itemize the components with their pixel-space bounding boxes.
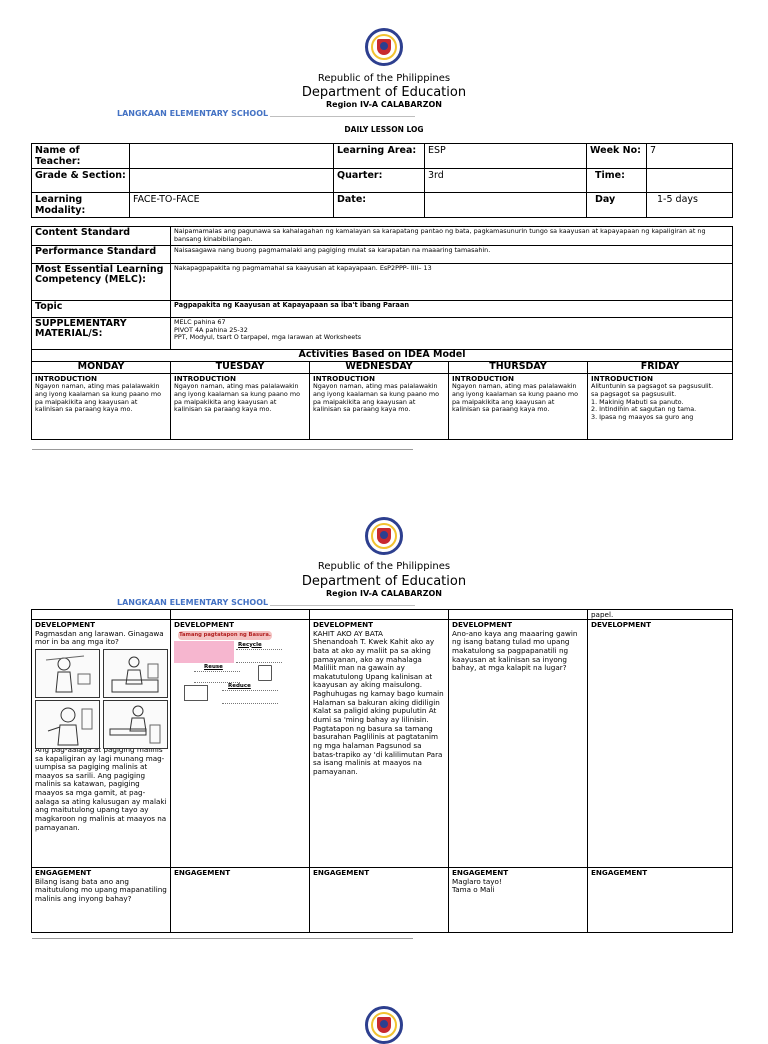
cont-cell [171,610,310,620]
waste-disposal-poster [174,631,284,707]
page-divider [32,449,413,450]
friday-line: Alituntunin sa pagsagot sa pagsusulit. [591,382,714,391]
day-label: Day [587,193,647,218]
eng-wednesday [310,868,449,933]
day-header-tuesday: TUESDAY [171,362,310,374]
intro-monday [32,374,171,440]
friday-continuation: papel. [588,610,733,620]
poster-fine-text [236,649,282,663]
department-label: Department of Education [301,85,467,100]
intro-text: Ngayon naman, ating mas palalawakin ang iyong kaalaman sa kung paano mo pa maipakikita ang kaayusan at kalinisan sa paraang kaya mo. [35,382,161,414]
supplementary-value [171,318,733,350]
quarter-value: 3rd [425,169,587,193]
topic-value: Pagpapakita ng Kaayusan at Kapayapaan sa iba't ibang Paraan [171,301,733,318]
eng-label: ENGAGEMENT [35,868,92,877]
friday-line: 3. Ipasa ng maayos sa guro ang [591,412,694,421]
intro-text: Ngayon naman, ating mas palalawakin ang iyong kaalaman sa kung paano mo pa maipakikita ang kaayusan at kalinisan sa paraang kaya mo. [452,382,578,414]
info-table [31,143,733,218]
dev-friday [588,620,733,868]
eng-label: ENGAGEMENT [591,868,648,877]
eng-monday [32,868,171,933]
intro-thursday [449,374,588,440]
eng-tuesday [171,868,310,933]
intro-label: INTRODUCTION [591,374,654,383]
eng-thursday-line: Tama o Mali [452,885,495,895]
region-label: Region IV-A CALABARZON [325,100,442,109]
dev-wednesday [310,620,449,868]
school-name: LANGKAAN ELEMENTARY SCHOOL [117,598,269,607]
intro-label: INTRODUCTION [174,374,237,383]
region-label: Region IV-A CALABARZON [325,589,442,598]
supplementary-line: PPT, Modyul, tsart O tarpapel, mga larawan at Worksheets [174,333,362,342]
recycle-label: Recycle [238,641,262,648]
modality-value: FACE-TO-FACE [130,193,334,218]
day-header-monday: MONDAY [32,362,171,374]
dev-monday-pictures [35,649,166,746]
dev-label: DEVELOPMENT [174,620,235,629]
cont-cell [449,610,588,620]
eng-friday [588,868,733,933]
modality-label: Learning Modality: [32,193,130,218]
intro-label: INTRODUCTION [313,374,376,383]
dev-thursday-text: Ano-ano kaya ang maaaring gawin ng isang batang tulad mo upang makatulong sa pagpapanatili ng kaayusan at kalinisan sa inyong bahay, at mga kalapit na lugar? [452,628,578,673]
topic-label: Topic [32,301,171,318]
dev-label: DEVELOPMENT [452,620,513,629]
content-standard-label: Content Standard [32,227,171,246]
republic-label: Republic of the Philippines [317,73,451,84]
eng-label: ENGAGEMENT [452,868,509,877]
school-name: LANGKAAN ELEMENTARY SCHOOL [117,109,269,118]
supplementary-line: PIVOT 4A pahina 25-32 [174,325,248,334]
eng-label: ENGAGEMENT [313,868,370,877]
intro-tuesday [171,374,310,440]
melc-value: Nakapagpapakita ng pagmamahal sa kaayusan at kapayapaan. EsP2PPP- IIIi– 13 [171,264,733,301]
grade-value [130,169,334,193]
republic-label: Republic of the Philippines [317,561,451,572]
dev-monday [32,620,171,868]
content-standard-value: Naipamamalas ang pagunawa sa kahalagahan ng kamalayan sa karapatang pantao ng bata, pagkamasunurin tungo sa kaayusan at kapayapaan ng kapaligiran at ng bansang kinabibilangan. [171,227,733,246]
deped-seal-logo [365,1006,403,1044]
performance-standard-label: Performance Standard [32,246,171,264]
school-underline [270,605,415,606]
learning-area-label: Learning Area: [334,144,425,169]
teacher-label: Name of Teacher: [32,144,130,169]
eng-label: ENGAGEMENT [174,868,231,877]
time-value [647,169,733,193]
date-label: Date: [334,193,425,218]
reduce-label: Reduce [228,682,251,689]
melc-label: Most Essential Learning Competency (MELC): [32,264,171,301]
supplementary-line: MELC pahina 67 [174,318,226,326]
school-underline [270,116,415,117]
poster-title-banner: Tamang pagtatapon ng Basura. [179,631,271,638]
department-label: Department of Education [301,574,467,589]
date-value [425,193,587,218]
picture-brushing-teeth [35,700,100,749]
eng-monday-text: Bilang isang bata ano ang maitutulong mo upang mapanatiling malinis ang inyong bahay? [35,876,167,903]
intro-friday [588,374,733,440]
idea-title: Activities Based on IDEA Model [32,350,733,362]
deped-seal-logo [365,517,403,555]
cont-cell [32,610,171,620]
day-header-thursday: THURSDAY [449,362,588,374]
learning-area-value: ESP [425,144,587,169]
poster-fine-text [194,671,240,683]
activities-table [31,609,733,933]
week-value: 7 [647,144,733,169]
dev-label: DEVELOPMENT [35,620,96,629]
cont-cell [310,610,449,620]
dev-label: DEVELOPMENT [591,620,652,629]
performance-standard-value: Naisasagawa nang buong pagmamalaki ang pagiging mulat sa karapatan na maaaring tamasahin. [171,246,733,264]
poem-title: KAHIT AKO AY BATA [313,628,383,638]
intro-wednesday [310,374,449,440]
dev-monday-question: Pagmasdan ang larawan. Ginagawa mor in ba ang mga ito? [35,628,164,647]
intro-label: INTRODUCTION [452,374,515,383]
dev-thursday [449,620,588,868]
page-divider [32,938,413,939]
intro-label: INTRODUCTION [35,374,98,383]
day-value: 1-5 days [647,193,733,218]
intro-text: Ngayon naman, ating mas palalawakin ang iyong kaalaman sa kung paano mo pa maipakikita ang kaayusan at kalinisan sa paraang kaya mo. [313,382,439,414]
poster-pink-panel [174,641,234,663]
grade-label: Grade & Section: [32,169,130,193]
dev-label: DEVELOPMENT [313,620,374,629]
picture-cleaning-table [103,700,168,749]
picture-washing-hands [35,649,100,698]
poster-bin-icon [258,665,272,681]
picture-organizing [103,649,168,698]
friday-line: 1. Makinig Mabuti sa panuto. [591,397,684,406]
poster-fine-text [222,690,278,704]
week-label: Week No: [587,144,647,169]
eng-thursday-line: Maglaro tayo! [452,876,502,886]
day-header-wednesday: WEDNESDAY [310,362,449,374]
poem-text: Shenandoah T. Kwek Kahit ako ay bata at ako ay maliit pa sa aking pamayanan, ako ay mahalaga Maliliit man na gawain ay makatutulong Upang kalinisan at kaayusan ay aking maisulong. Paghuhugas ng kamay bago kumain Halaman sa bakuran aking didiligin Kalat sa paligid aking pupulutin At dumi sa 'ming bahay ay lilinisin. Pagtatapon ng basura sa tamang basurahan Paglilinis at pagtatanim ng mga halaman Pagsunod sa batas-trapiko ay 'di kalilimutan Para sa isang malinis at maayos na pamayanan. [313,637,444,776]
plan-table [31,226,733,440]
time-label: Time: [587,169,647,193]
quarter-label: Quarter: [334,169,425,193]
dev-tuesday [171,620,310,868]
dev-monday-text: sa kapaligiran ay lagi munang mag-uumpisa sa pagiging malinis at maayos sa sarili. Ang pagiging malinis sa katawan, pagiging maayos sa mga gamit, at pag-aalaga sa ating kalusugan ay malaki ang maitutulong upang tayo ay magkaroon ng malinis at maayos na pamayanan. [35,753,167,832]
poster-box-icon [184,685,208,701]
friday-line: sa pagsagot sa pagsusulit. [591,390,677,399]
teacher-value [130,144,334,169]
intro-text: Ngayon naman, ating mas palalawakin ang iyong kaalaman sa kung paano mo pa maipakikita ang kaayusan at kalinisan sa paraang kaya mo. [174,382,300,414]
reuse-label: Reuse [204,663,223,670]
supplementary-label: SUPPLEMENTARY MATERIAL/S: [32,318,171,350]
eng-thursday [449,868,588,933]
day-header-friday: FRIDAY [588,362,733,374]
deped-seal-logo [365,28,403,66]
friday-line: 2. Intindihin at sagutan ng tama. [591,405,697,414]
log-title: DAILY LESSON LOG [344,125,424,134]
